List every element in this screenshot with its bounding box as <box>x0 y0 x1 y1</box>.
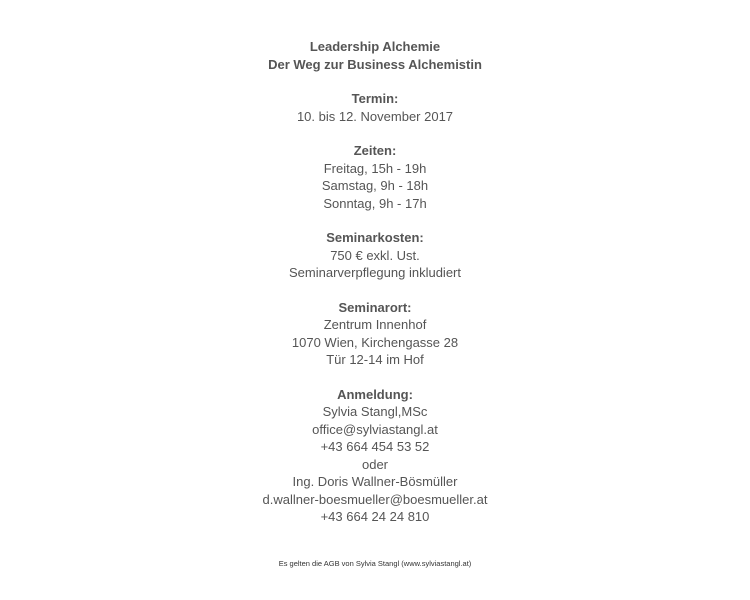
zeiten-item-samstag: Samstag, 9h - 18h <box>321 178 429 193</box>
contact2-name: Ing. Doris Wallner-Bösmüller <box>292 474 458 489</box>
anmeldung-section <box>0 386 750 526</box>
spacer <box>0 125 750 142</box>
event-document <box>0 38 750 526</box>
spacer <box>0 282 750 299</box>
contact2-phone: +43 664 24 24 810 <box>320 509 430 524</box>
ort-heading: Seminarort: <box>338 299 412 315</box>
termin-heading: Termin: <box>351 91 399 106</box>
event-title: Leadership Alchemie <box>309 39 441 54</box>
kosten-note: Seminarverpflegung inkludiert <box>289 265 461 280</box>
anmeldung-heading: Anmeldung: <box>337 386 413 402</box>
terms-footer: Es gelten die AGB von Sylvia Stangl (www.sylviastangl.at) <box>278 559 472 568</box>
contact1-phone: +43 664 454 53 52 <box>320 439 430 454</box>
contact-separator: oder <box>361 456 389 472</box>
ort-line-door: Tür 12-14 im Hof <box>326 352 424 367</box>
contact1-name: Sylvia Stangl,MSc <box>322 404 428 419</box>
ort-line-address: 1070 Wien, Kirchengasse 28 <box>291 334 459 350</box>
kosten-heading: Seminarkosten: <box>326 230 424 245</box>
zeiten-item-sonntag: Sonntag, 9h - 17h <box>323 195 427 211</box>
contact1-email[interactable]: office@sylviastangl.at <box>312 421 438 437</box>
kosten-section <box>0 229 750 282</box>
spacer <box>0 369 750 386</box>
termin-date: 10. bis 12. November 2017 <box>296 108 454 124</box>
event-subtitle: Der Weg zur Business Alchemistin <box>268 56 482 72</box>
termin-section <box>0 90 750 125</box>
zeiten-section <box>0 142 750 212</box>
kosten-price: 750 € exkl. Ust. <box>330 247 420 263</box>
spacer <box>0 212 750 229</box>
spacer <box>0 73 750 90</box>
zeiten-item-freitag: Freitag, 15h - 19h <box>323 160 427 176</box>
contact2-email[interactable]: d.wallner-boesmueller@boesmueller.at <box>262 491 488 507</box>
ort-section <box>0 299 750 369</box>
ort-line-venue: Zentrum Innenhof <box>323 317 427 332</box>
zeiten-heading: Zeiten: <box>353 143 397 158</box>
